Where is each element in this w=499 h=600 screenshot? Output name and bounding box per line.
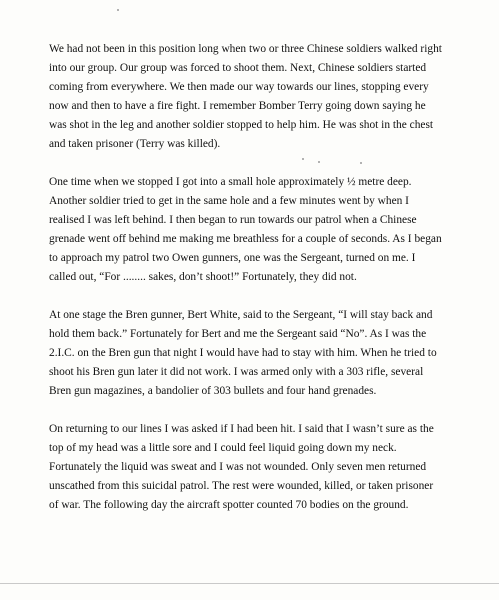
- text-line: now and then to have a fire fight. I remember Bomber Terry going down saying he: [49, 100, 426, 112]
- text-line: 2.I.C. on the Bren gun that night I would have had to stay with him. When he tried to: [49, 347, 437, 359]
- text-line: to approach my patrol two Owen gunners, one was the Sergeant, turned on me. I: [49, 252, 416, 264]
- text-line: grenade went off behind me making me breathless for a couple of seconds. As I began: [49, 233, 442, 245]
- text-line: called out, “For ........ sakes, don’t shoot!” Fortunately, they did not.: [49, 271, 357, 283]
- text-line: We had not been in this position long when two or three Chinese soldiers walked right: [49, 43, 442, 55]
- text-line: On returning to our lines I was asked if I had been hit. I said that I wasn’t sure as the: [49, 423, 434, 435]
- text-line: of war. The following day the aircraft spotter counted 70 bodies on the ground.: [49, 499, 409, 511]
- text-line: One time when we stopped I got into a small hole approximately ½ metre deep.: [49, 176, 412, 188]
- text-line: realised I was left behind. I then began to run towards our patrol when a Chinese: [49, 214, 417, 226]
- text-line: Fortunately the liquid was sweat and I was not wounded. Only seven men returned: [49, 461, 427, 473]
- text-line: At one stage the Bren gunner, Bert White, said to the Sergeant, “I will stay back and: [49, 309, 433, 321]
- bottom-scan-edge: [0, 583, 499, 584]
- paragraph-2: [49, 173, 479, 287]
- text-line: into our group. Our group was forced to shoot them. Next, Chinese soldiers started: [49, 62, 427, 74]
- text-line: unscathed from this suicidal patrol. The rest were wounded, killed, or taken prisoner: [49, 480, 434, 492]
- text-line: top of my head was a little sore and I could feel liquid going down my neck.: [49, 442, 397, 454]
- text-line: coming from everywhere. We then made our way towards our lines, stopping every: [49, 81, 429, 93]
- text-line: Bren gun magazines, a bandolier of 303 bullets and four hand grenades.: [49, 385, 377, 397]
- text-line: and taken prisoner (Terry was killed).: [49, 138, 221, 150]
- paragraph-4: [49, 420, 479, 515]
- paragraph-3: [49, 306, 479, 401]
- text-line: was shot in the leg and another soldier stopped to help him. He was shot in the chest: [49, 119, 434, 131]
- text-line: hold them back.” Fortunately for Bert and me the Sergeant said “No”. As I was the: [49, 328, 427, 340]
- document-body: [49, 40, 479, 534]
- text-line: Another soldier tried to get in the same hole and a few minutes went by when I: [49, 195, 409, 207]
- paragraph-1: [49, 40, 479, 154]
- scan-speck: [117, 9, 119, 11]
- text-line: shoot his Bren gun later it did not work. I was armed only with a 303 rifle, several: [49, 366, 424, 378]
